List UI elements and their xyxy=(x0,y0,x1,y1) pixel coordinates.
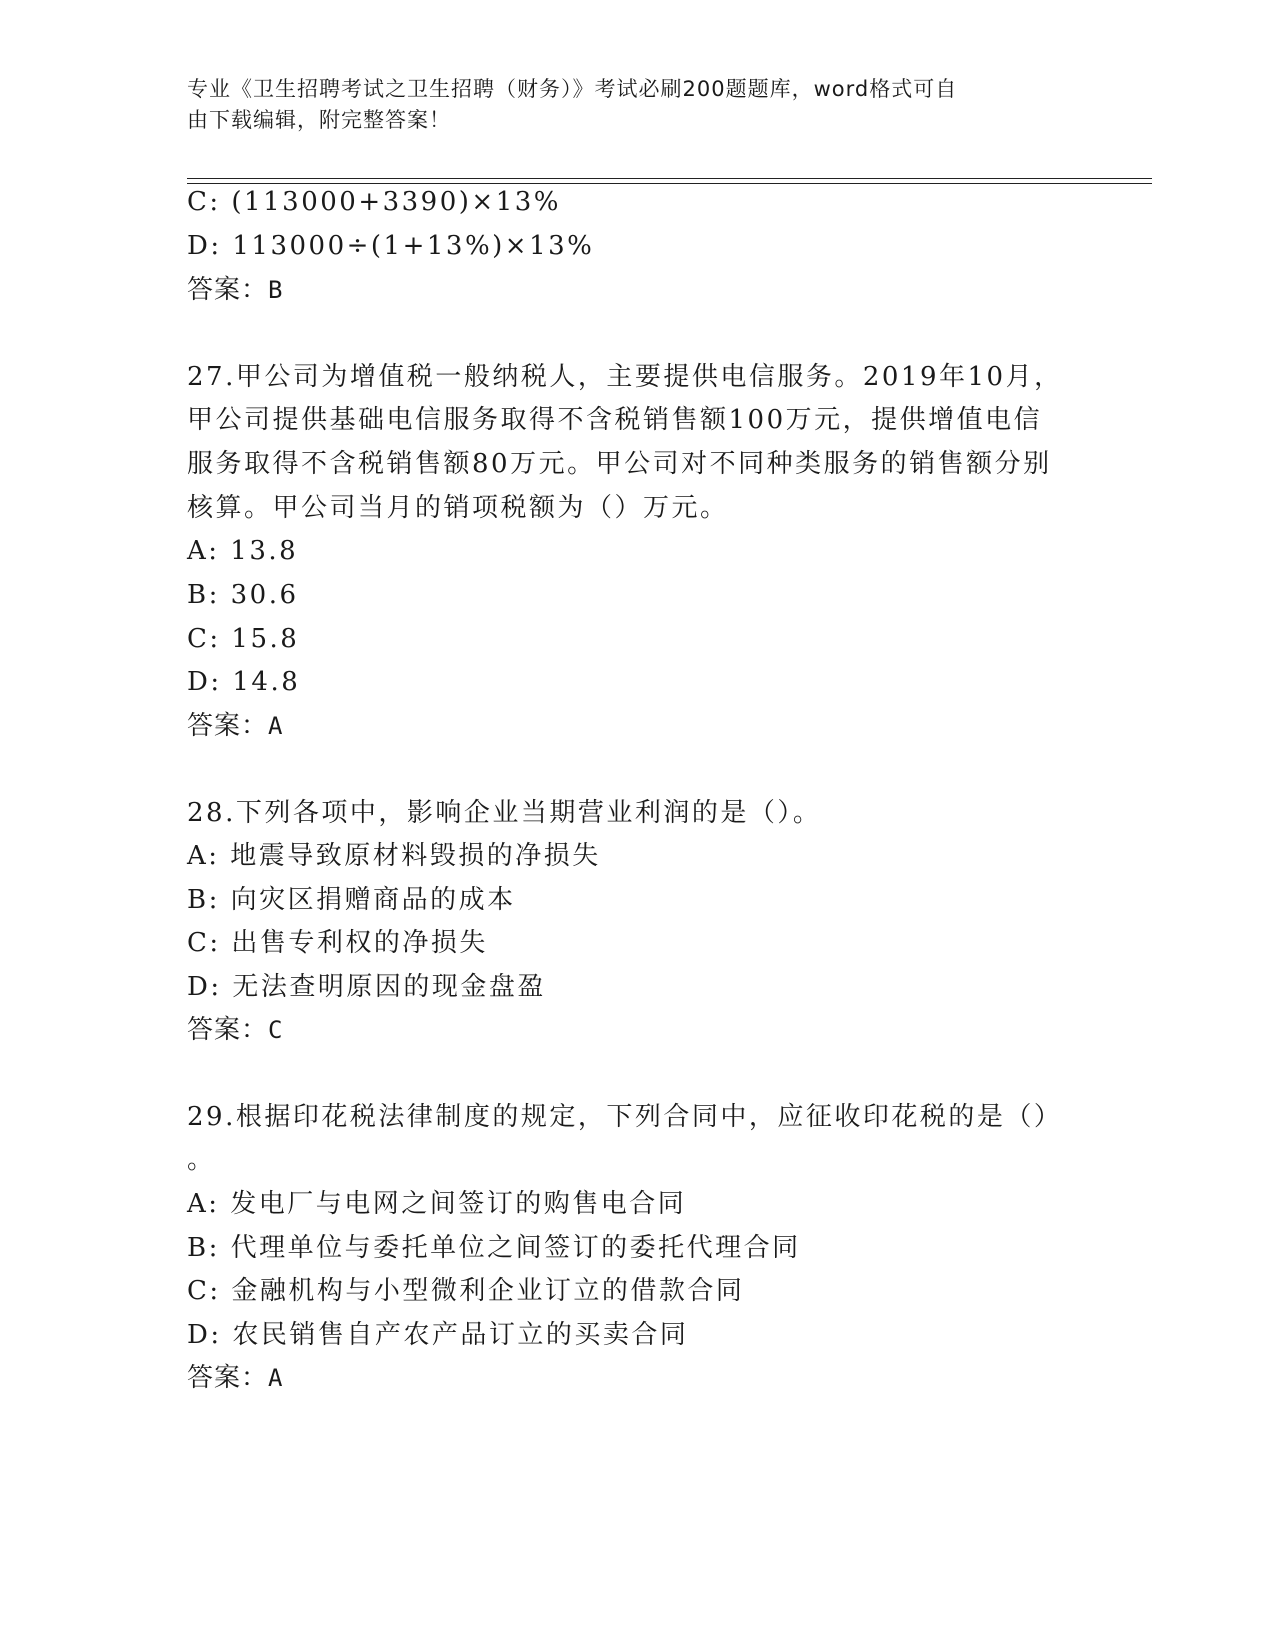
q28-option-c: C: 出售专利权的净损失 xyxy=(187,928,488,958)
prev-answer xyxy=(187,275,283,305)
q27-answer xyxy=(187,711,283,741)
header-line-2: 由下载编辑，附完整答案！ xyxy=(187,108,451,132)
q27-option-d: D: 14.8 xyxy=(187,667,301,697)
q29-stem-line-1: 29.根据印花税法律制度的规定，下列合同中，应征收印花税的是（） xyxy=(187,1102,1063,1132)
q27-stem-line-2: 甲公司提供基础电信服务取得不含税销售额100万元，提供增值电信 xyxy=(187,405,1043,435)
header-line-1: 专业《卫生招聘考试之卫生招聘（财务）》考试必刷200题题库，word格式可自 xyxy=(187,77,958,101)
answer-value: A xyxy=(268,712,284,740)
answer-label: 答案： xyxy=(187,711,269,741)
prev-option-c: C: (113000+3390)×13% xyxy=(187,187,561,217)
q29-option-c: C: 金融机构与小型微利企业订立的借款合同 xyxy=(187,1276,745,1306)
q29-stem-line-2: 。 xyxy=(187,1145,216,1175)
answer-value: A xyxy=(268,1364,284,1392)
answer-label: 答案： xyxy=(187,1015,269,1045)
q29-option-b: B: 代理单位与委托单位之间签订的委托代理合同 xyxy=(187,1233,801,1263)
q27-option-c: C: 15.8 xyxy=(187,624,300,654)
q28-option-b: B: 向灾区捐赠商品的成本 xyxy=(187,885,516,915)
q28-answer xyxy=(187,1015,283,1045)
q29-option-d: D: 农民销售自产农产品订立的买卖合同 xyxy=(187,1320,689,1350)
q28-option-a: A: 地震导致原材料毁损的净损失 xyxy=(187,841,601,871)
header-divider-bottom xyxy=(187,183,1152,184)
answer-label: 答案： xyxy=(187,275,269,305)
q29-option-a: A: 发电厂与电网之间签订的购售电合同 xyxy=(187,1189,687,1219)
prev-option-d: D: 113000÷(1+13%)×13% xyxy=(187,231,595,261)
q28-option-d: D: 无法查明原因的现金盘盈 xyxy=(187,972,546,1002)
q27-stem-line-3: 服务取得不含税销售额80万元。甲公司对不同种类服务的销售额分别 xyxy=(187,449,1052,479)
q27-stem-line-1: 27.甲公司为增值税一般纳税人，主要提供电信服务。2019年10月， xyxy=(187,362,1063,392)
document-header xyxy=(187,74,1067,136)
q28-stem-line-1: 28.下列各项中，影响企业当期营业利润的是（）。 xyxy=(187,798,822,828)
answer-value: B xyxy=(268,276,284,304)
q27-stem-line-4: 核算。甲公司当月的销项税额为（）万元。 xyxy=(187,493,729,523)
q27-option-b: B: 30.6 xyxy=(187,580,299,610)
q27-option-a: A: 13.8 xyxy=(187,536,299,566)
header-divider-top xyxy=(187,178,1152,179)
q29-answer xyxy=(187,1363,283,1393)
answer-label: 答案： xyxy=(187,1363,269,1393)
answer-value: C xyxy=(268,1016,284,1044)
